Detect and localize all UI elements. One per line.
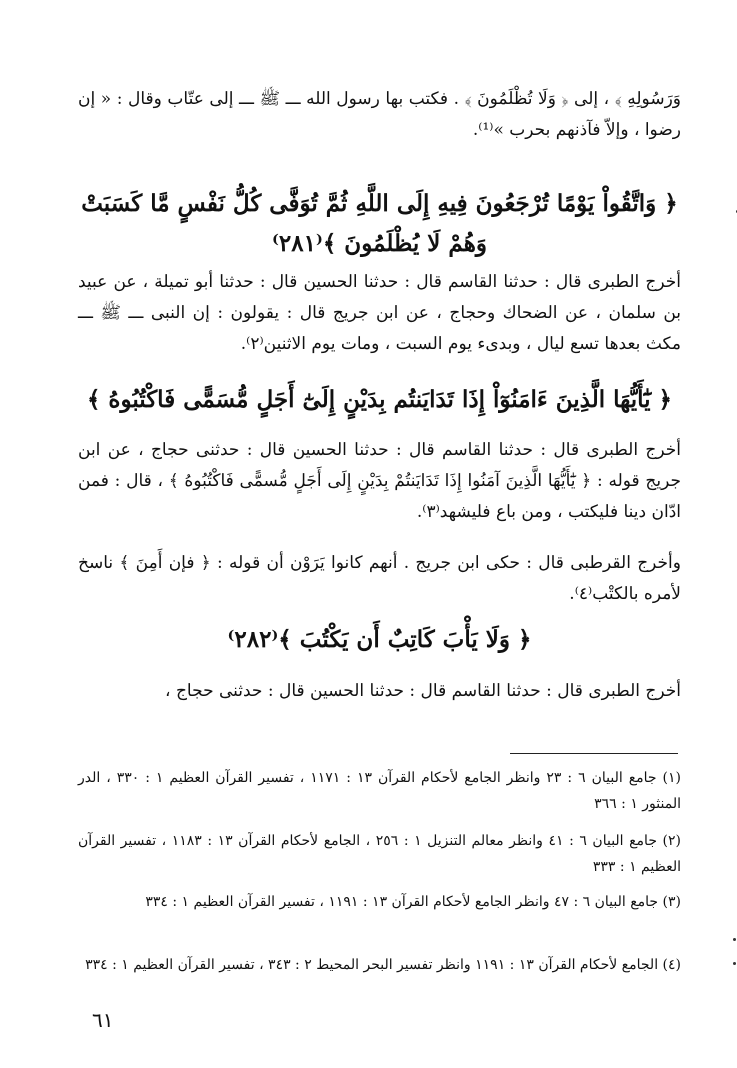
paragraph-5: أخرج الطبرى قال : حدثنا القاسم قال : حدثنا الحسين قال : حدثنى حجاج ، [165,681,681,701]
paragraph-3: أخرج الطبرى قال : حدثنا القاسم قال : حدثنا الحسين قال : حدثنى حجاج ، عن ابن جريج قوله : ﴿ يَٰٓأَيُّهَا الَّذِينَ آمَنُوا إِذَا تَدَايَنتُمْ بِدَيْنٍ إِلَى أَجَلٍ مُّسمًّى فَاكْتُبُوهُ ﴾ ، قال : فمن ادّان دينا فليكتب ، ومن باع فليشهد⁽٣⁾. [78,440,681,522]
footnote-3: (٣) جامع البيان ٦ : ٤٧ وانظر الجامع لأحكام القرآن ١٣ : ١١٩١ ، تفسير القرآن العظيم ١ : ٣٣٤ [145,894,681,910]
quran-verse-282b: ﴿ وَلَا يَأْبَ كَاتِبٌ أَن يَكْتُبَ ﴾⁽٢٨٢⁾ [227,626,532,653]
paragraph-2: أخرج الطبرى قال : حدثنا القاسم قال : حدثنا الحسين قال : حدثنا أبو تميلة ، عن عبيد بن سلمان ، عن الضحاك وحجاج ، عن ابن جريج قال : يقولون : إن النبى ـــ ﷺ ـــ مكث بعدها تسع ليال ، وبدىء يوم السبت ، ومات يوم الاثنين⁽٢⁾. [78,272,681,354]
page-number: ٦١ [92,1008,114,1032]
footnote-2: (٢) جامع البيان ٦ : ٤١ وانظر معالم التنزيل ١ : ٢٥٦ ، الجامع لأحكام القرآن ١٣ : ١١٨٣ ، تفسير القرآن العظيم ١ : ٣٣٣ [78,833,681,875]
scan-speck [733,962,736,965]
quran-verse-281: ﴿ وَاتَّقُواْ يَوْمًا تُرْجَعُونَ فِيهِ إِلَى اللَّهِ ثُمَّ تُوَفَّى كُلُّ نَفْسٍ مَّا كَسَبَتْ وَهُمْ لَا يُظْلَمُونَ ﴾⁽٢٨١⁾ [81,190,678,257]
paragraph-1: وَرَسُولِهِ ﴾ ، إلى ﴿ وَلَا تُظْلَمُونَ ﴾ . فكتب بها رسول الله ـــ ﷺ ـــ إلى عتّاب وقال : « إن رضوا ، وإلاّ فآذنهم بحرب »⁽¹⁾. [78,89,681,140]
scan-speck [733,938,736,941]
footnote-divider [510,753,678,754]
footnote-1: (١) جامع البيان ٦ : ٢٣ وانظر الجامع لأحكام القرآن ١٣ : ١١٧١ ، تفسير القرآن العظيم ١ : ٣٣٠ ، الدر المنثور ١ : ٣٦٦ [78,770,681,812]
quran-verse-282a: ﴿ يَٰٓأَيُّهَا الَّذِينَ ءَامَنُوٓاْ إِذَا تَدَايَنتُم بِدَيْنٍ إِلَىٰٓ أَجَلٍ مُّسَمًّى فَاكْتُبُوهُ ﴾ [86,386,673,413]
paragraph-4: وأخرج القرطبى قال : حكى ابن جريج . أنهم كانوا يَرَوْن أن قوله : ﴿ فإن أَمِنَ ﴾ ناسخ لأمره بالكتْب⁽٤⁾. [78,553,681,604]
footnote-4: (٤) الجامع لأحكام القرآن ١٣ : ١١٩١ وانظر تفسير البحر المحيط ٢ : ٣٤٣ ، تفسير القرآن العظيم ١ : ٣٣٤ [85,957,681,973]
